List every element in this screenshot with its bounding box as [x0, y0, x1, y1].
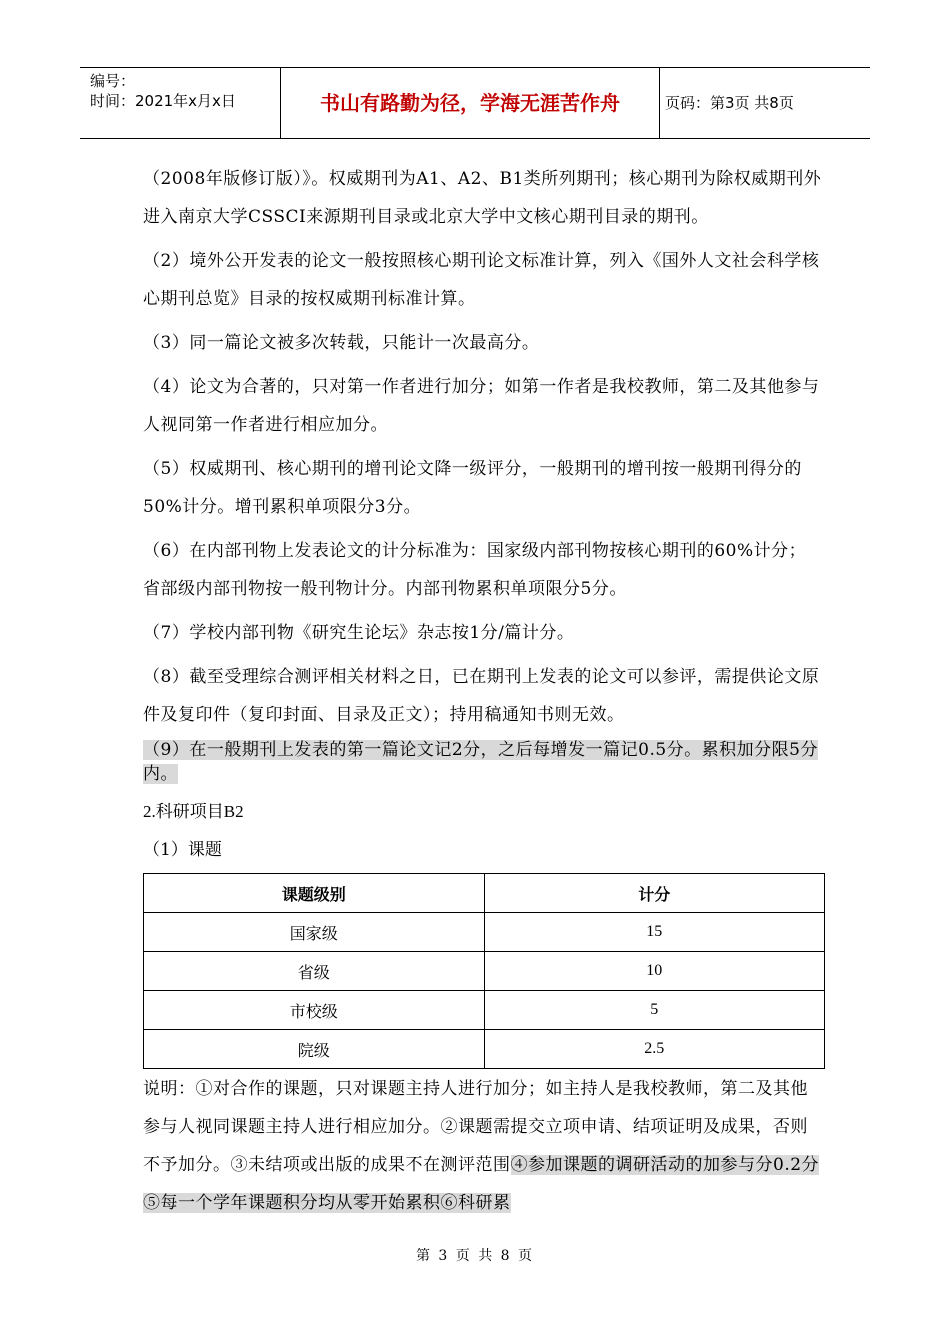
header-meta [80, 68, 280, 138]
score-table [143, 873, 825, 1069]
document-time: 时间：2021年x月x日 [90, 92, 236, 110]
table-cell-level: 国家级 [144, 913, 485, 952]
note-text: 说明：①对合作的课题，只对课题主持人进行加分；如主持人是我校教师，第二及其他参与人视同课题主持人进行相应加分。②课题需提交立项申请、结项证明及成果，否则不予加分。③未结项或出版的成果不在测评范围 [143, 1079, 808, 1175]
paragraph-rule-4: （4）论文为合著的，只对第一作者进行加分；如第一作者是我校教师，第二及其他参与人视同第一作者进行相应加分。 [143, 377, 820, 435]
table-cell-score: 5 [484, 991, 825, 1030]
table-note [143, 1070, 823, 1222]
table-row [144, 1030, 825, 1069]
subsection-title: （1）课题 [143, 840, 222, 860]
paragraph-rule-2: （2）境外公开发表的论文一般按照核心期刊论文标准计算，列入《国外人文社会科学核心期刊总览》目录的按权威期刊标准计算。 [143, 251, 820, 309]
body-content [143, 160, 823, 786]
table-cell-score: 10 [484, 952, 825, 991]
table-row [144, 952, 825, 991]
paragraph-rule-7: （7）学校内部刊物《研究生论坛》杂志按1分/篇计分。 [143, 623, 575, 643]
table-row [144, 913, 825, 952]
column-header-level: 课题级别 [144, 874, 485, 913]
table-cell-level: 省级 [144, 952, 485, 991]
highlighted-text: （9）在一般期刊上发表的第一篇论文记2分，之后每增发一篇记0.5分。累积加分限5分内。 [143, 740, 818, 784]
paragraph-rule-6: （6）在内部刊物上发表论文的计分标准为：国家级内部刊物按核心期刊的60%计分；省部级内部刊物按一般刊物计分。内部刊物累积单项限分5分。 [143, 541, 807, 599]
header-motto: 书山有路勤为径，学海无涯苦作舟 [280, 68, 660, 138]
paragraph-journal-definition: （2008年版修订版）》。权威期刊为A1、A2、B1类所列期刊；核心期刊为除权威期刊外进入南京大学CSSCI来源期刊目录或北京大学中文核心期刊目录的期刊。 [143, 169, 822, 227]
paragraph-rule-8: （8）截至受理综合测评相关材料之日，已在期刊上发表的论文可以参评，需提供论文原件及复印件（复印封面、目录及正文）；持用稿通知书则无效。 [143, 667, 820, 725]
paragraph-rule-3: （3）同一篇论文被多次转载，只能计一次最高分。 [143, 333, 540, 353]
table-cell-score: 2.5 [484, 1030, 825, 1069]
section-title: 2.科研项目B2 [143, 802, 244, 821]
table-cell-level: 市校级 [144, 991, 485, 1030]
table-cell-score: 15 [484, 913, 825, 952]
note-paragraph [143, 1070, 823, 1222]
paragraph-rule-5: （5）权威期刊、核心期刊的增刊论文降一级评分，一般期刊的增刊按一般期刊得分的50%计分。增刊累积单项限分3分。 [143, 459, 802, 517]
document-number-label: 编号： [90, 72, 136, 90]
note-highlighted-text: ④参加课题的调研活动的加参与分0.2分⑤每一个学年课题积分均从零开始累积⑥科研累 [143, 1155, 820, 1213]
page-header [80, 67, 870, 139]
header-page-code: 页码：第3页 共8页 [665, 94, 794, 112]
paragraph-rule-9 [143, 738, 823, 786]
page-footer: 第 3 页 共 8 页 [415, 1248, 535, 1264]
table-row [144, 991, 825, 1030]
table-header-row [144, 874, 825, 913]
column-header-score: 计分 [484, 874, 825, 913]
table-cell-level: 院级 [144, 1030, 485, 1069]
